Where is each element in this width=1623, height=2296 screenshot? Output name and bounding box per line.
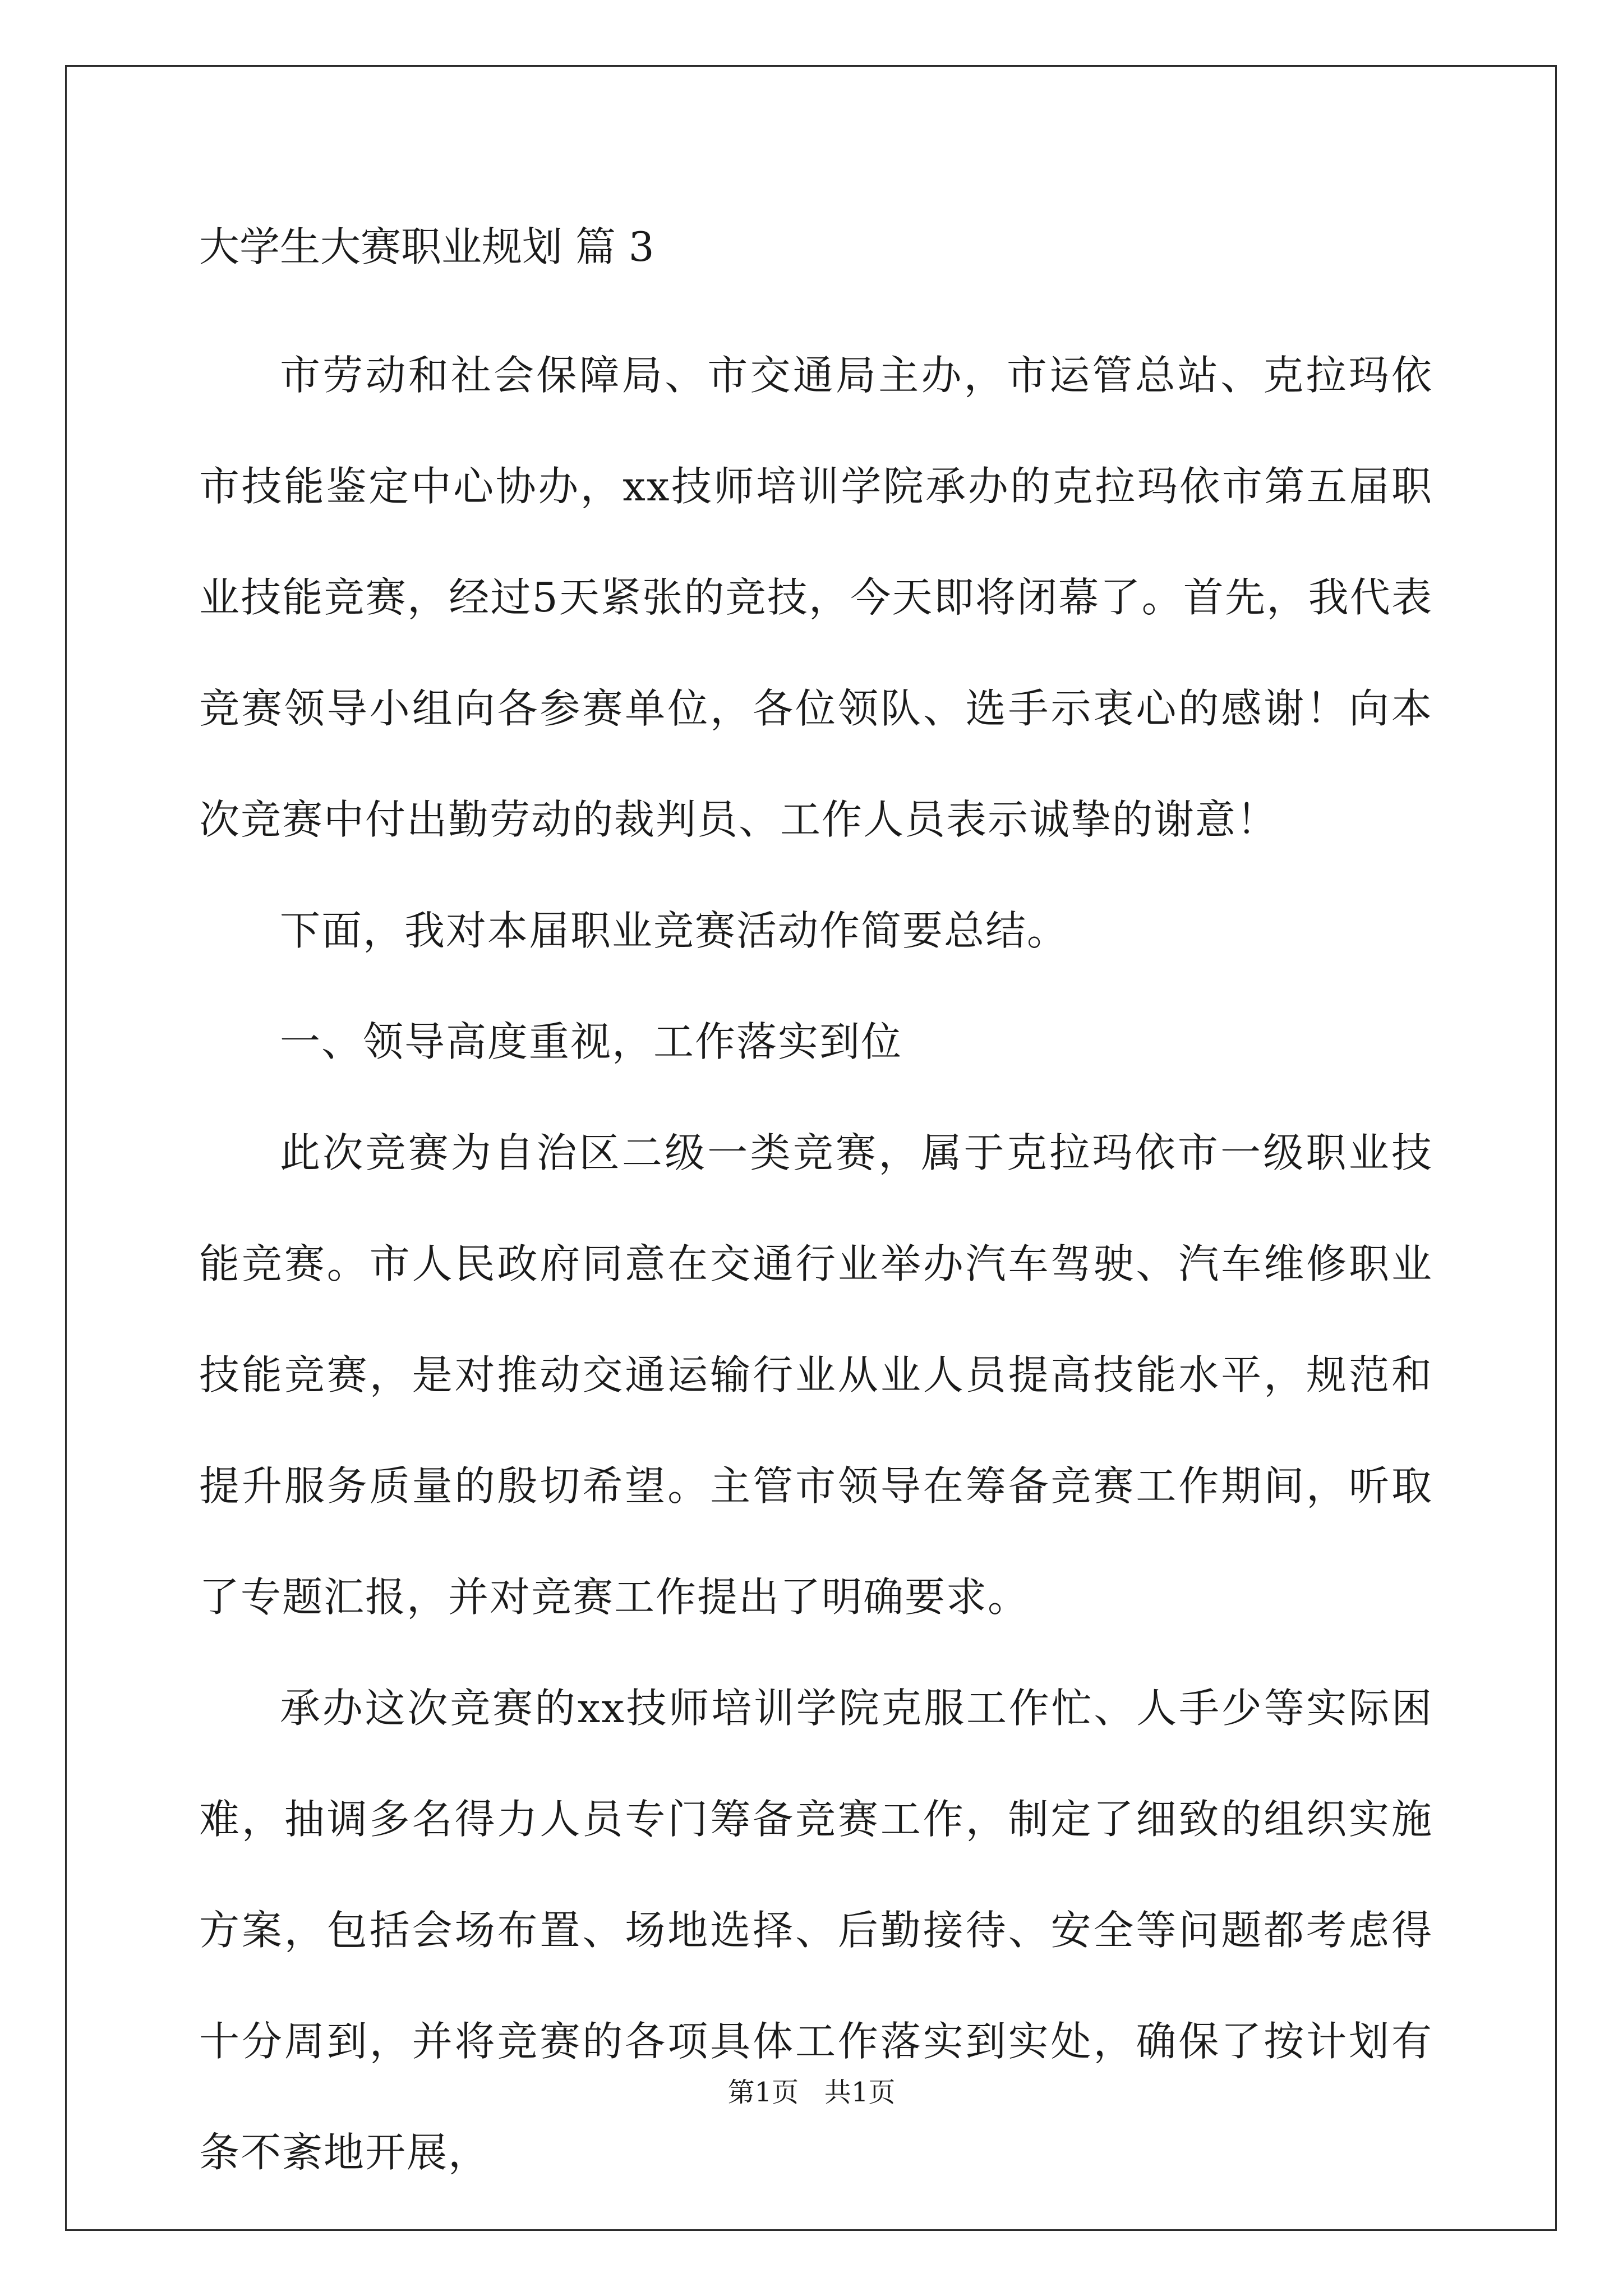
page-footer: 第1页 共1页 — [727, 2077, 896, 2108]
paragraph: 市劳动和社会保障局、市交通局主办，市运管总站、克拉玛依市技能鉴定中心协办，xx技师培训学院承办的克拉玛依市第五届职业技能竞赛，经过5天紧张的竞技，今天即将闭幕了。首先，我代表竞赛领导小组向各参赛单位，各位领队、选手示衷心的感谢！向本次竞赛中付出勤劳动的裁判员、工作人员表示诚挚的谢意！ — [199, 352, 1433, 843]
document-title: 大学生大赛职业规划 篇 3 — [199, 223, 654, 270]
document-body — [199, 213, 1433, 2208]
paragraph: 此次竞赛为自治区二级一类竞赛，属于克拉玛依市一级职业技能竞赛。市人民政府同意在交通行业举办汽车驾驶、汽车维修职业技能竞赛，是对推动交通运输行业从业人员提高技能水平，规范和提升服务质量的殷切希望。主管市领导在筹备竞赛工作期间，听取了专题汇报，并对竞赛工作提出了明确要求。 — [199, 1129, 1433, 1621]
paragraph: 承办这次竞赛的xx技师培训学院克服工作忙、人手少等实际困难，抽调多名得力人员专门筹备竞赛工作，制定了细致的组织实施方案，包括会场布置、场地选择、后勤接待、安全等问题都考虑得十分周到，并将竞赛的各项具体工作落实到实处，确保了按计划有条不紊地开展， — [199, 1685, 1433, 2176]
section-heading: 一、领导高度重视，工作落实到位 — [280, 1018, 903, 1065]
paragraph: 下面，我对本届职业竞赛活动作简要总结。 — [280, 907, 1069, 954]
